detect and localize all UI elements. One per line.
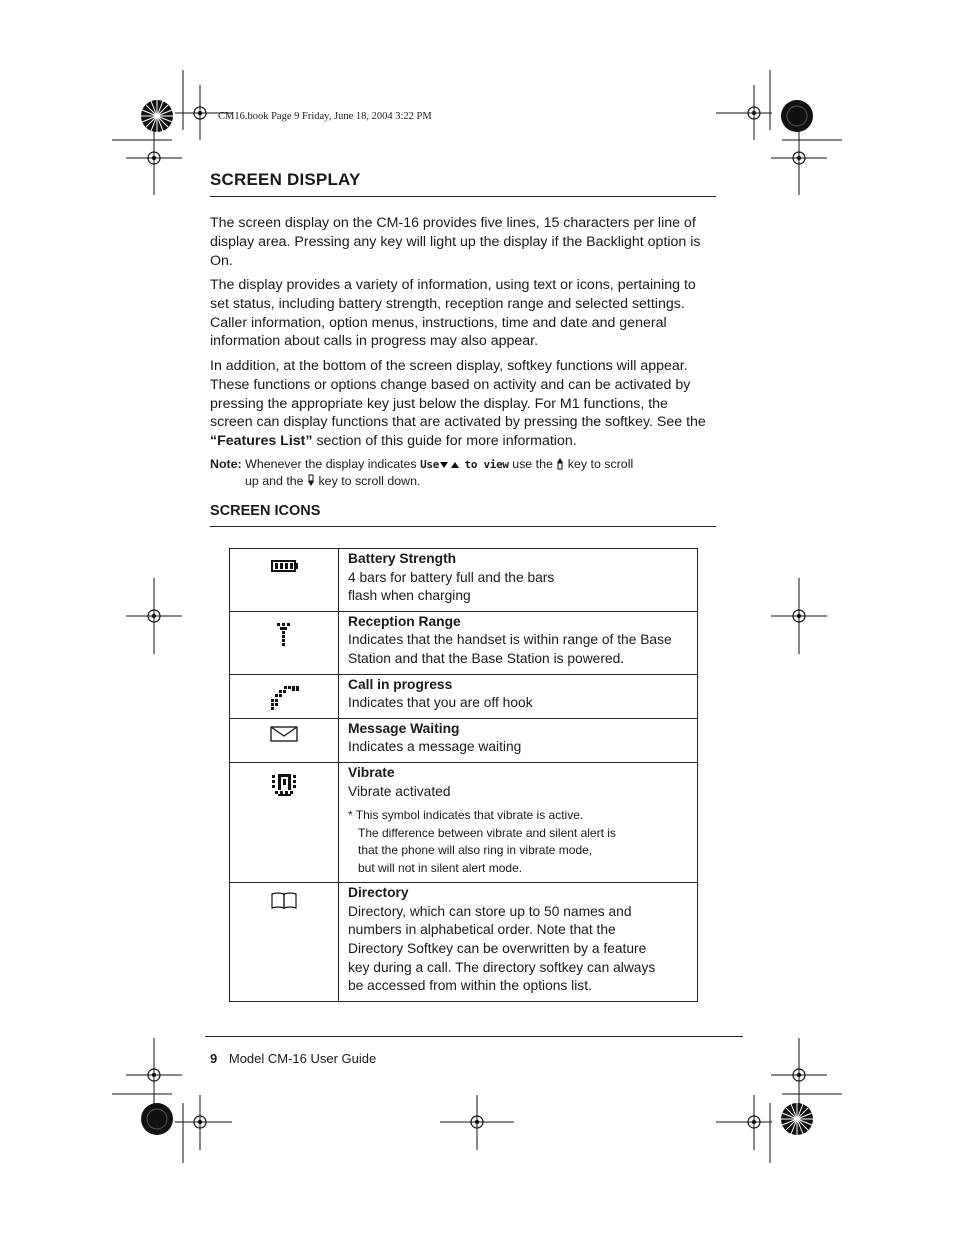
item-line: Indicates that you are off hook xyxy=(348,695,533,711)
vibrate-footnote xyxy=(348,807,691,877)
handset-icon xyxy=(269,685,299,711)
item-line: Directory, which can store up to 50 names and xyxy=(348,903,632,919)
footnote-line: * This symbol indicates that vibrate is active. xyxy=(348,808,584,823)
item-line: numbers in alphabetical order. Note that the xyxy=(348,922,616,938)
description-cell xyxy=(339,674,698,718)
paragraph-2 xyxy=(210,276,710,351)
paragraph-3 xyxy=(210,357,710,451)
footnote-line: The difference between vibrate and silent alert is xyxy=(358,825,616,840)
page-footer xyxy=(210,1051,376,1066)
icon-cell xyxy=(230,549,339,612)
icon-cell xyxy=(230,883,339,1002)
item-title: Vibrate xyxy=(348,764,395,780)
note-text: key to scroll xyxy=(567,457,634,471)
icon-cell xyxy=(230,674,339,718)
subsection-title: SCREEN ICONS xyxy=(210,503,716,527)
print-header-stamp: CM16.book Page 9 Friday, June 18, 2004 3:22 PM xyxy=(218,111,432,122)
paragraph-intro: In addition, at the bottom of the screen display, softkey functions will appear. These functions or options change based on activity and can be activated by pressing the appropriate key just below the display. For M1 functions, the screen can display functions that are activated by pressing the softkey. xyxy=(210,358,691,431)
page-number: 9 xyxy=(210,1051,218,1066)
note-text: key to scroll down. xyxy=(318,474,421,488)
table-row xyxy=(230,549,698,612)
footer-divider xyxy=(205,1036,743,1037)
table-row xyxy=(230,883,698,1002)
item-line: Vibrate activated xyxy=(348,783,451,799)
table-row xyxy=(230,611,698,674)
guide-title: Model CM-16 User Guide xyxy=(228,1051,377,1066)
description-cell xyxy=(339,718,698,762)
lcd-text: to view xyxy=(464,458,509,471)
paragraph-text: The display provides a variety of information, using text or icons, pertaining to set status, including battery strength, reception range and selected settings. Caller information, option menus, instructions, time and date and general information about calls in progress may also appear. xyxy=(210,277,696,350)
book-icon xyxy=(270,891,298,909)
table-row xyxy=(230,762,698,882)
note-text: Whenever the display indicates xyxy=(245,457,417,471)
description-cell xyxy=(339,762,698,882)
description-cell xyxy=(339,549,698,612)
note-text: use the xyxy=(512,457,553,471)
up-key-icon xyxy=(556,457,564,470)
lcd-text: Use xyxy=(420,458,440,471)
item-line: Directory Softkey can be overwritten by a feature xyxy=(348,940,647,956)
paragraph-text: The screen display on the CM-16 provides five lines, 15 characters per line of display area. Pressing any key will light up the display if the Backlight option is On. xyxy=(210,215,701,269)
vibrate-icon xyxy=(271,773,297,797)
item-title: Battery Strength xyxy=(348,551,457,566)
table-row xyxy=(230,718,698,762)
item-title: Message Waiting xyxy=(348,720,460,736)
table-row xyxy=(230,674,698,718)
note-label: Note: xyxy=(210,457,242,471)
item-line: 4 bars for battery full and the bars xyxy=(348,569,555,585)
note-text: up and the xyxy=(245,474,304,488)
icon-cell xyxy=(230,762,339,882)
item-title: Directory xyxy=(348,885,409,901)
item-line: Indicates a message waiting xyxy=(348,739,522,755)
paragraph-1 xyxy=(210,214,710,270)
paragraph-text xyxy=(210,357,710,451)
item-line: Station and that the Base Station is powered. xyxy=(348,650,625,666)
screen-icons-table xyxy=(229,548,698,1002)
see-text-end: section of this guide for more information. xyxy=(316,433,577,450)
down-key-icon xyxy=(307,474,315,487)
see-text: See the xyxy=(656,414,706,431)
down-up-arrows-icon xyxy=(439,460,461,470)
footnote-line: but will not in silent alert mode. xyxy=(358,860,523,875)
description-cell xyxy=(339,883,698,1002)
section-title: SCREEN DISPLAY xyxy=(210,170,716,197)
battery-icon xyxy=(270,559,298,573)
item-line: key during a call. The directory softkey can always xyxy=(348,959,656,975)
icon-cell xyxy=(230,611,339,674)
features-list-reference: “Features List” xyxy=(210,433,313,450)
description-cell xyxy=(339,611,698,674)
icon-cell xyxy=(230,718,339,762)
note-block xyxy=(210,456,710,489)
item-line: flash when charging xyxy=(348,588,471,604)
antenna-icon xyxy=(276,622,292,648)
item-title: Call in progress xyxy=(348,676,453,692)
footnote-line: that the phone will also ring in vibrate mode, xyxy=(358,843,593,858)
item-title: Reception Range xyxy=(348,613,461,629)
envelope-icon xyxy=(270,726,298,742)
item-line: be accessed from within the options list. xyxy=(348,978,592,994)
item-line: Indicates that the handset is within range of the Base xyxy=(348,632,672,648)
